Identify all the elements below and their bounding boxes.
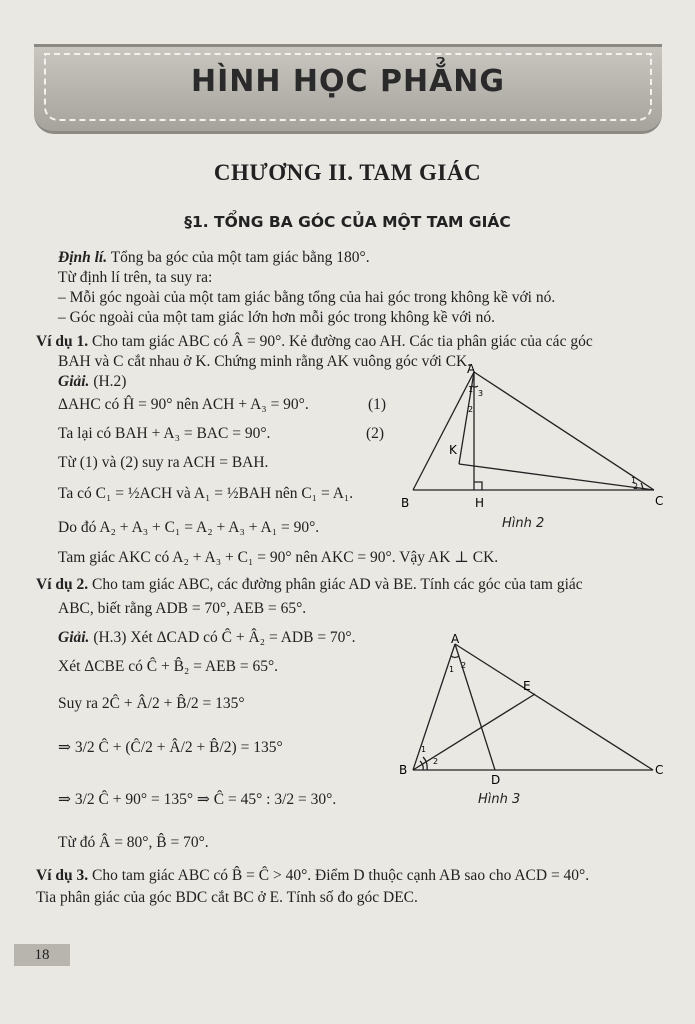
fig3-label-c: C	[655, 763, 664, 777]
fig3-label-b: B	[399, 763, 408, 777]
fig2-label-k: K	[449, 443, 457, 457]
example1-step4: Ta có C₁ = ½ACH và A₁ = ½BAH nên C₁ = A₁.	[58, 485, 354, 502]
example1-step6: Tam giác AKC có A₂ + A₃ + C₁ = 90° nên AKC = 90°. Vậy AK ⊥ CK.	[58, 549, 499, 566]
figure-2	[395, 362, 675, 522]
fig2-angle-a2: 2	[468, 405, 474, 414]
chapter-title: CHƯƠNG II. TAM GIÁC	[213, 160, 482, 185]
example1-solution-label: Giải.	[58, 373, 90, 390]
example1-step5: Do đó A₂ + A₃ + C₁ = A₂ + A₃ + A₁ = 90°.	[58, 519, 320, 536]
fig2-label-c: C	[655, 494, 664, 508]
fig2-angle-a3: 3	[478, 389, 484, 398]
figure-3-svg	[395, 630, 675, 785]
theorem-text: Tổng ba góc của một tam giác bằng 180°.	[107, 249, 370, 266]
fig2-label-a: A	[467, 362, 476, 376]
fig2-bisector-ck	[459, 464, 654, 490]
example1-step2: Ta lại có BAH + A₃ = BAC = 90°.	[58, 425, 271, 442]
example1-step1-ref: (1)	[368, 396, 387, 413]
fig3-angle-b2: 2	[433, 757, 439, 766]
fig3-angle-a1: 1	[449, 665, 455, 674]
theorem-bullet-2: – Góc ngoài của một tam giác lớn hơn mỗi góc trong không kề với nó.	[58, 309, 495, 326]
theorem-line	[58, 248, 370, 268]
page-number: 18	[14, 944, 70, 966]
fig2-label-b: B	[401, 496, 410, 510]
fig3-angle-a2: 2	[461, 661, 467, 670]
fig2-right-angle-h	[474, 482, 482, 490]
example1-line1	[36, 332, 593, 352]
fig3-angle-b1: 1	[421, 745, 427, 754]
fig3-label-e: E	[523, 679, 531, 693]
example1-label: Ví dụ 1.	[36, 333, 89, 350]
example1-solution-ref: (H.2)	[89, 373, 127, 390]
theorem-consequence: Từ định lí trên, ta suy ra:	[58, 269, 213, 286]
fig3-side-ab	[413, 644, 455, 770]
example2-step6: Từ đó Â = 80°, B̂ = 70°.	[58, 834, 209, 851]
example2-step4: ⇒ 3/2 Ĉ + (Ĉ/2 + Â/2 + B̂/2) = 135°	[58, 739, 283, 756]
figure-3	[395, 630, 675, 785]
example2-solution-label: Giải.	[58, 629, 90, 646]
example2-step1-line	[58, 628, 356, 648]
example2-line1	[36, 575, 583, 595]
figure-3-caption: Hình 3	[478, 792, 521, 807]
fig3-label-d: D	[491, 773, 501, 785]
example1-step3: Từ (1) và (2) suy ra ACH = BAH.	[58, 454, 269, 471]
chapter-banner	[34, 44, 662, 134]
example3-line2: Tia phân giác của góc BDC cắt BC ở E. Tính số đo góc DEC.	[36, 889, 418, 906]
example1-text1: Cho tam giác ABC có Â = 90°. Kẻ đường cao AH. Các tia phân giác của các góc	[88, 333, 593, 350]
fig2-label-h: H	[475, 496, 485, 510]
fig2-side-ac	[474, 372, 654, 490]
example2-step2: Xét ΔCBE có Ĉ + B̂₂ = AEB = 65°.	[58, 658, 279, 675]
theorem-bullet-1: – Mỗi góc ngoài của một tam giác bằng tổng của hai góc trong không kề với nó.	[58, 289, 556, 306]
example2-step5: ⇒ 3/2 Ĉ + 90° = 135° ⇒ Ĉ = 45° : 3/2 = 30°.	[58, 791, 337, 808]
figure-2-caption: Hình 2	[502, 516, 545, 531]
fig3-side-ac	[455, 644, 653, 770]
example2-step3: Suy ra 2Ĉ + Â/2 + B̂/2 = 135°	[58, 695, 245, 712]
example1-step2-ref: (2)	[366, 425, 385, 442]
example3-label: Ví dụ 3.	[36, 867, 89, 884]
example1-solution-heading	[58, 372, 126, 392]
example3-text1: Cho tam giác ABC có B̂ = Ĉ > 40°. Điểm D thuộc cạnh AB sao cho ACD = 40°.	[88, 867, 590, 884]
example2-line2: ABC, biết rằng ADB = 70°, AEB = 65°.	[58, 600, 307, 617]
fig3-label-a: A	[451, 632, 460, 646]
theorem-label: Định lí.	[58, 249, 108, 266]
figure-2-svg	[395, 362, 675, 522]
fig2-angle-c2: 2	[633, 482, 639, 491]
fig2-angle-a1: 1	[468, 385, 474, 394]
example3-line1	[36, 866, 589, 886]
example1-line2: BAH và C cắt nhau ở K. Chứng minh rằng AK vuông góc với CK.	[58, 353, 472, 370]
banner-title: HÌNH HỌC PHẲNG	[190, 64, 506, 99]
example2-label: Ví dụ 2.	[36, 576, 89, 593]
section-title: §1. TỔNG BA GÓC CỦA MỘT TAM GIÁC	[184, 213, 511, 231]
example2-step1: (H.3) Xét ΔCAD có Ĉ + Â₂ = ADB = 70°.	[93, 629, 356, 646]
fig2-angle-c1: 1	[631, 476, 637, 485]
example1-step1: ΔAHC có Ĥ = 90° nên ACH + A₃ = 90°.	[58, 396, 309, 413]
example2-text1: Cho tam giác ABC, các đường phân giác AD và BE. Tính các góc của tam giác	[88, 576, 583, 593]
fig3-arc-a	[451, 656, 459, 658]
